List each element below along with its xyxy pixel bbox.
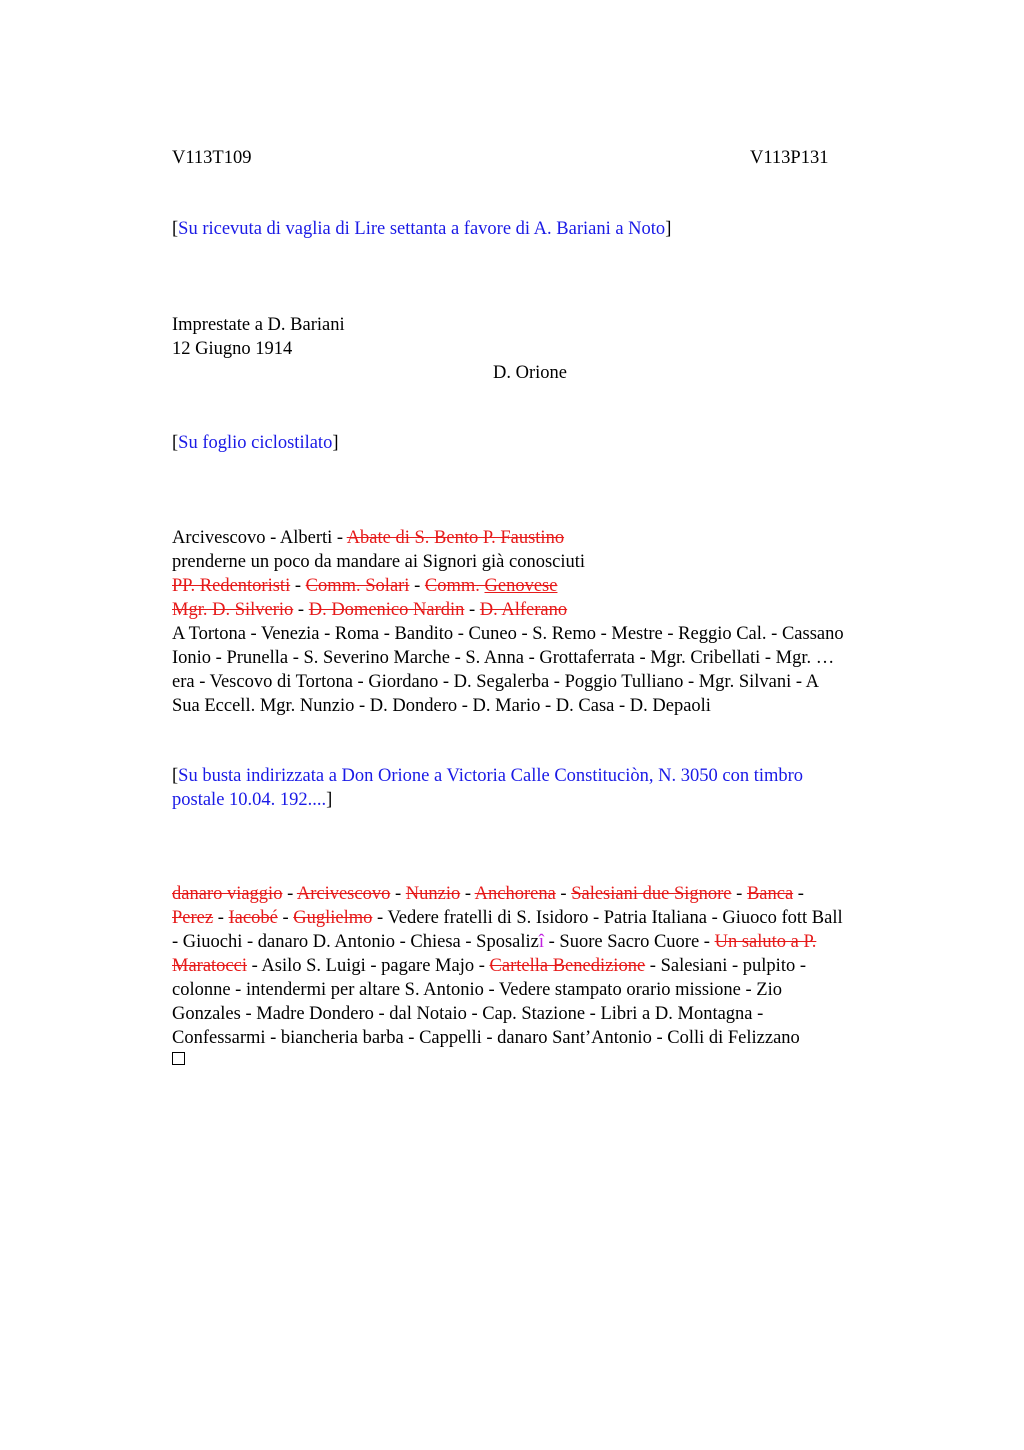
list-line: Gonzales - Madre Dondero - dal Notaio - Cap. Stazione - Libri a D. Montagna - bbox=[172, 1004, 764, 1024]
list-line: Perez - Iacobé - Guglielmo - Vedere fratelli di S. Isidoro - Patria Italiana - Giuoco fott Ball bbox=[172, 908, 843, 928]
empty-square-icon bbox=[172, 1052, 185, 1065]
struck-text: PP. Redentoristi bbox=[172, 576, 291, 596]
struck-text: Maratocci bbox=[172, 956, 247, 976]
struck-text: Mgr. D. Silverio bbox=[172, 600, 294, 620]
struck-text: Iacobé bbox=[228, 908, 278, 928]
receipt-text bbox=[172, 313, 932, 361]
name-list-2 bbox=[172, 882, 932, 1050]
struck-text: Comm. Solari bbox=[305, 576, 410, 596]
list-line: A Tortona - Venezia - Roma - Bandito - Cuneo - S. Remo - Mestre - Reggio Cal. - Cassano bbox=[172, 624, 844, 644]
editorial-note-receipt: [Su ricevuta di vaglia di Lire settanta a favore di A. Bariani a Noto] bbox=[172, 219, 672, 239]
struck-text: Perez bbox=[172, 908, 214, 928]
list-line: Mgr. D. Silverio - D. Domenico Nardin - D. Alferano bbox=[172, 600, 568, 620]
struck-text: Salesiani due Signore bbox=[571, 884, 732, 904]
receipt-line: Imprestate a D. Bariani bbox=[172, 315, 345, 335]
note-text: postale 10.04. 192.... bbox=[172, 790, 327, 810]
struck-text: Abate di S. Bento P. Faustino bbox=[346, 528, 565, 548]
list-line: colonne - intendermi per altare S. Antonio - Vedere stampato orario missione - Zio bbox=[172, 980, 782, 1000]
list-line: danaro viaggio - Arcivescovo - Nunzio - Anchorena - Salesiani due Signore - Banca - bbox=[172, 884, 804, 904]
struck-underlined-text: Genovese bbox=[484, 576, 558, 596]
struck-text: Cartella Benedizione bbox=[489, 956, 646, 976]
list-line: Confessarmi - biancheria barba - Cappelli - danaro Sant’Antonio - Colli di Felizzano bbox=[172, 1028, 800, 1048]
list-line: era - Vescovo di Tortona - Giordano - D. Segalerba - Poggio Tulliano - Mgr. Silvani - A bbox=[172, 672, 819, 692]
struck-text: D. Alferano bbox=[479, 600, 568, 620]
editorial-note-envelope: [Su busta indirizzata a Don Orione a Victoria Calle Constituciòn, N. 3050 con timbro postale 10.04. 192....] bbox=[172, 766, 804, 810]
editorial-note-sheet: [Su foglio ciclostilato] bbox=[172, 433, 339, 453]
list-line: Maratocci - Asilo S. Luigi - pagare Majo - Cartella Benedizione - Salesiani - pulpito - bbox=[172, 956, 806, 976]
struck-text: Un saluto a P. bbox=[714, 932, 817, 952]
struck-text: Arcivescovo bbox=[296, 884, 391, 904]
list-line: Arcivescovo - Alberti - Abate di S. Bento P. Faustino bbox=[172, 528, 565, 548]
struck-text: D. Domenico Nardin bbox=[308, 600, 465, 620]
note-text: Su ricevuta di vaglia di Lire settanta a favore di A. Bariani a Noto bbox=[178, 219, 666, 239]
list-line: prenderne un poco da mandare ai Signori già conosciuti bbox=[172, 552, 586, 572]
left-reference-code: V113T109 bbox=[172, 148, 252, 168]
list-line: PP. Redentoristi - Comm. Solari - Comm. Genovese bbox=[172, 576, 558, 596]
struck-text: Nunzio bbox=[405, 884, 461, 904]
receipt-date: 12 Giugno 1914 bbox=[172, 339, 293, 359]
inserted-mark: î bbox=[538, 932, 544, 952]
right-reference-code: V113P131 bbox=[750, 148, 829, 168]
note-text: Su foglio ciclostilato bbox=[178, 433, 333, 453]
struck-text: Anchorena bbox=[474, 884, 556, 904]
struck-text: Banca bbox=[746, 884, 794, 904]
list-line: Sua Eccell. Mgr. Nunzio - D. Dondero - D. Mario - D. Casa - D. Depaoli bbox=[172, 696, 711, 716]
list-line: Ionio - Prunella - S. Severino Marche - S. Anna - Grottaferrata - Mgr. Cribellati - Mgr. … bbox=[172, 648, 835, 668]
list-line: - Giuochi - danaro D. Antonio - Chiesa - Sposalizî - Suore Sacro Cuore - Un saluto a P. bbox=[172, 932, 817, 952]
signature: D. Orione bbox=[493, 363, 567, 383]
name-list-1 bbox=[172, 526, 932, 718]
note-text: Su busta indirizzata a Don Orione a Victoria Calle Constituciòn, N. 3050 con timbro bbox=[178, 766, 804, 786]
struck-text: Comm. bbox=[424, 576, 485, 596]
struck-text: danaro viaggio bbox=[172, 884, 283, 904]
struck-text: Guglielmo bbox=[293, 908, 373, 928]
